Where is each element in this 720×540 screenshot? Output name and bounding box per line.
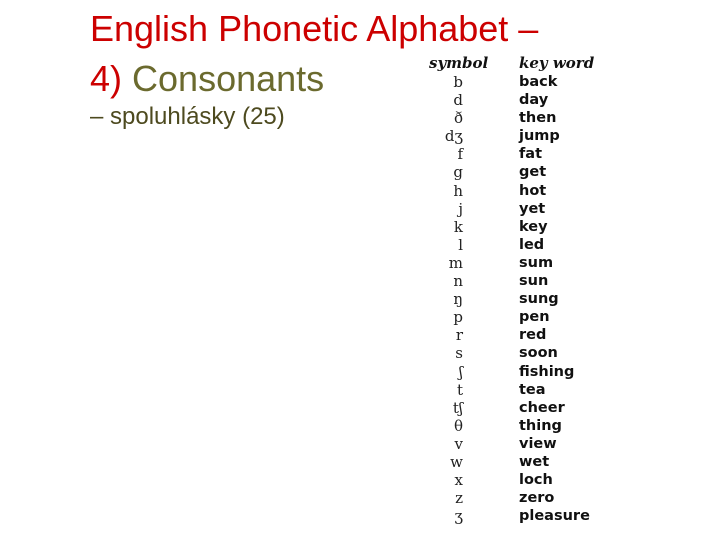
key-word: pen (519, 309, 550, 326)
table-row (425, 254, 625, 272)
table-row (425, 399, 625, 417)
phonetic-symbol: ŋ (453, 290, 463, 309)
header-keyword: key word (519, 54, 595, 72)
table-row (425, 200, 625, 218)
title-line-1: English Phonetic Alphabet – (90, 8, 539, 49)
phonetic-symbol: p (453, 308, 463, 327)
phonetic-symbol: v (454, 434, 463, 453)
title-consonants: Consonants (132, 58, 325, 99)
key-word: jump (519, 128, 560, 145)
table-row (425, 326, 625, 344)
phonetic-symbol: ð (453, 109, 463, 128)
key-word: sun (519, 273, 549, 290)
table-row (425, 73, 625, 91)
phonetic-symbol: g (453, 163, 463, 182)
phonetic-symbol: ʒ (454, 507, 463, 526)
table-row (425, 145, 625, 163)
key-word: wet (519, 453, 550, 470)
phonetic-symbol: m (448, 253, 463, 272)
phonetic-symbol: b (453, 73, 463, 91)
key-word: fishing (519, 363, 575, 380)
key-word: key (519, 218, 548, 235)
key-word: pleasure (519, 508, 590, 525)
header-symbol: symbol (429, 54, 489, 72)
phonetic-symbol: n (453, 272, 463, 291)
phonetic-symbol: s (455, 344, 463, 363)
table-row (425, 489, 625, 507)
table-row (425, 163, 625, 181)
table-row (425, 453, 625, 471)
key-word: view (519, 435, 557, 452)
table-row (425, 236, 625, 254)
table-row (425, 417, 625, 435)
table-row (425, 308, 625, 326)
key-word: then (519, 110, 557, 127)
title-line-2 (90, 54, 324, 104)
table-row (425, 471, 625, 489)
key-word: zero (519, 490, 555, 507)
table-row (425, 507, 625, 525)
key-word: hot (519, 182, 547, 199)
table-row (425, 218, 625, 236)
phonetic-symbol: θ (453, 416, 463, 435)
phonetic-symbol: x (454, 471, 463, 490)
table-row (425, 127, 625, 145)
key-word: loch (519, 472, 553, 489)
key-word: get (519, 164, 547, 181)
phonetic-symbol: j (458, 199, 463, 218)
key-word: sum (519, 254, 554, 271)
phonetic-symbol: w (450, 452, 463, 471)
table-row (425, 435, 625, 453)
key-word: tea (519, 381, 546, 398)
phonetic-symbol: h (453, 181, 463, 200)
phonetic-symbol: tʃ (452, 398, 463, 417)
table-row (425, 91, 625, 109)
table-row (425, 109, 625, 127)
phonetic-symbol: l (458, 235, 463, 254)
key-word: fat (519, 146, 543, 163)
table-row (425, 290, 625, 308)
phonetic-symbol: f (457, 145, 463, 164)
table-row (425, 363, 625, 381)
phonetic-symbol: ʃ (458, 362, 463, 381)
table-row (425, 182, 625, 200)
phonetic-symbol: d (453, 91, 463, 110)
key-word: thing (519, 417, 562, 434)
key-word: cheer (519, 399, 565, 416)
table-row (425, 381, 625, 399)
table-row (425, 344, 625, 362)
key-word: led (519, 236, 545, 253)
key-word: soon (519, 345, 558, 362)
key-word: red (519, 327, 547, 344)
phonetic-symbol: t (456, 380, 463, 399)
key-word: sung (519, 291, 559, 308)
subtitle: – spoluhlásky (25) (90, 103, 285, 130)
key-word: day (519, 92, 549, 109)
key-word: yet (519, 200, 546, 217)
phonetic-symbol: k (453, 217, 463, 236)
table-row (425, 272, 625, 290)
phonetic-symbol: dʒ (444, 127, 463, 146)
table-rows (425, 73, 625, 525)
title-number: 4) (90, 58, 123, 99)
key-word: back (519, 74, 558, 90)
phonetic-symbol: z (455, 489, 463, 508)
phonetic-symbol: r (455, 326, 463, 345)
